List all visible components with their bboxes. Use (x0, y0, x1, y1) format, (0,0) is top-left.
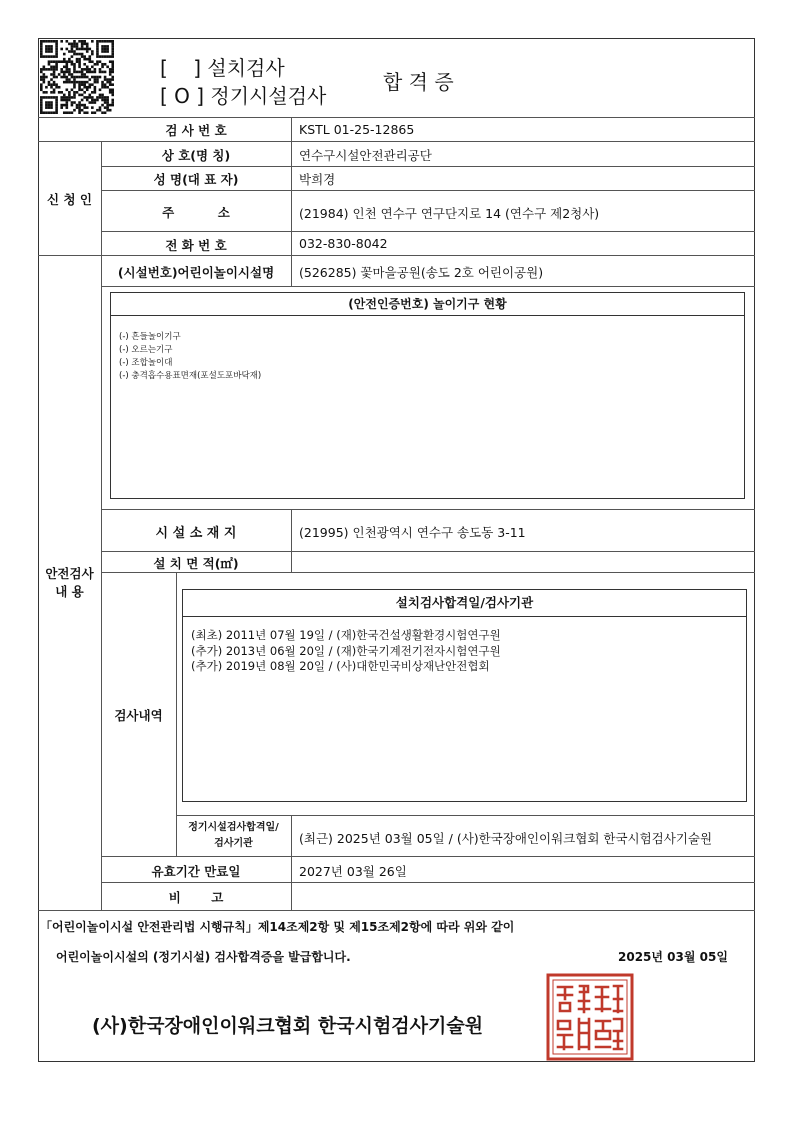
inspection-number-label: 검 사 번 호 (165, 123, 227, 138)
equipment-item: (-) 흔들놀이기구 (119, 332, 181, 342)
inspection-history-label: 검사내역 (114, 708, 163, 723)
phone-label: 전 화 번 호 (165, 238, 227, 253)
facility-location-label: 시 설 소 재 지 (155, 526, 237, 541)
install-history-box (182, 589, 747, 802)
address-value: (21984) 인천 연수구 연구단지로 14 (연수구 제2청사) (299, 206, 600, 221)
inspection-number-value: KSTL 01-25-12865 (299, 122, 415, 137)
validity-value: 2027년 03월 26일 (299, 864, 407, 879)
inspection-type-regular-install: [ ] 설치검사 (160, 56, 285, 80)
official-seal-icon (546, 973, 634, 1061)
install-history-item: (추가) 2019년 08월 20일 / (사)대한민국비상재난안전협회 (191, 659, 490, 673)
install-history-header: 설치검사합격일/검사기관 (183, 590, 746, 617)
periodic-inspection-label-line2: 검사기관 (214, 838, 253, 849)
equipment-list (119, 331, 261, 383)
validity-label: 유효기간 만료일 (151, 864, 241, 879)
certificate-title: 합 격 증 (383, 70, 454, 94)
periodic-inspection-label-line1: 정기시설검사합격일/ (188, 822, 279, 833)
issue-date: 2025년 03월 05일 (618, 950, 728, 964)
equipment-box-header: (안전인증번호) 놀이기구 현황 (111, 293, 744, 316)
phone-value: 032-830-8042 (299, 236, 388, 251)
representative-value: 박희경 (299, 172, 336, 187)
company-name-value: 연수구시설안전관리공단 (299, 148, 432, 163)
remarks-label: 비 고 (168, 890, 224, 905)
install-area-label: 설 치 면 적(㎡) (153, 556, 239, 571)
equipment-box (110, 292, 745, 499)
representative-label: 성 명(대 표 자) (153, 172, 239, 187)
issuer-name: (사)한국장애인이워크협회 한국시험검사기술원 (92, 1015, 484, 1037)
safety-section-label-line2: 내 용 (55, 584, 84, 599)
certificate-frame (38, 38, 755, 1062)
facility-location-value: (21995) 인천광역시 연수구 송도동 3-11 (299, 525, 526, 540)
facility-name-value: (526285) 꽃마을공원(송도 2호 어린이공원) (299, 265, 544, 280)
equipment-item: (-) 오르는기구 (119, 345, 173, 355)
install-history-list (191, 628, 501, 675)
legal-statement-line1: 「어린이놀이시설 안전관리법 시행규칙」제14조제2항 및 제15조제2항에 따라 위와 같이 (40, 920, 515, 934)
qr-code-icon (40, 40, 114, 114)
periodic-inspection-value: (최근) 2025년 03월 05일 / (사)한국장애인이워크협회 한국시험검사기술원 (299, 831, 713, 846)
address-label: 주 소 (162, 205, 230, 220)
company-name-label: 상 호(명 칭) (161, 148, 231, 163)
safety-section-label (38, 565, 101, 601)
legal-statement-line2: 어린이놀이시설의 (정기시설) 검사합격증을 발급합니다. (56, 950, 351, 964)
safety-section-label-line1: 안전검사 (45, 566, 94, 581)
facility-name-label: (시설번호)어린이놀이시설명 (117, 265, 275, 280)
applicant-section-label: 신 청 인 (47, 192, 92, 207)
equipment-item: (-) 조합놀이대 (119, 358, 173, 368)
periodic-inspection-label (176, 820, 291, 852)
install-history-item: (최초) 2011년 07월 19일 / (재)한국건설생활환경시험연구원 (191, 628, 501, 642)
inspection-type-periodic: [ O ] 정기시설검사 (160, 84, 327, 108)
equipment-item: (-) 충격흡수용표면재(포설도포바닥재) (119, 371, 262, 381)
install-history-item: (추가) 2013년 06월 20일 / (재)한국기계전기전자시험연구원 (191, 643, 501, 658)
